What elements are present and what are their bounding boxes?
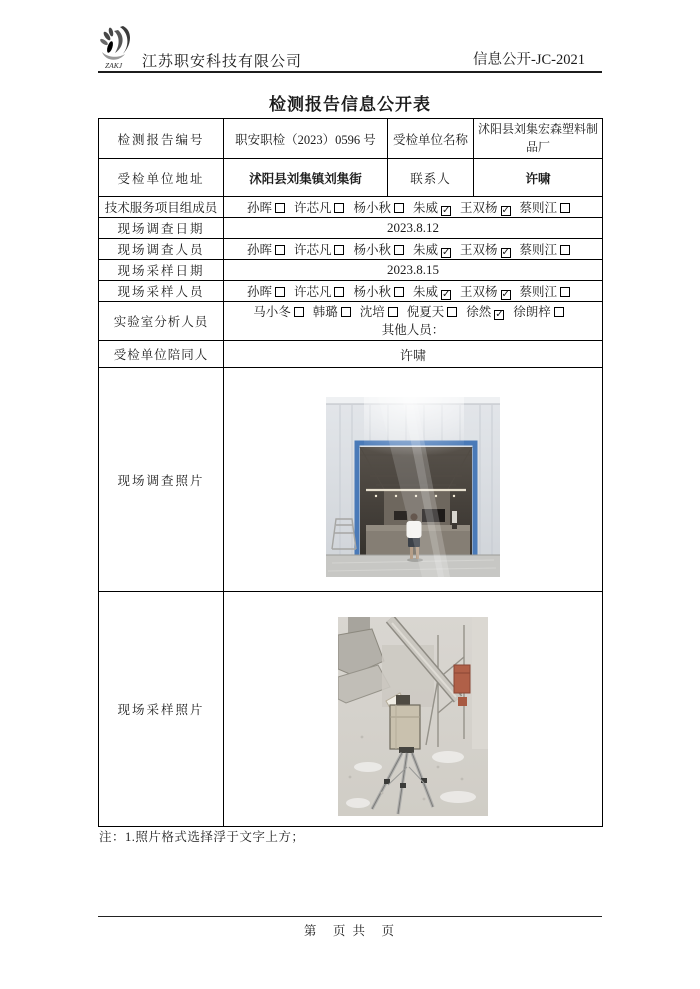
- checkbox-unchecked-icon: [394, 203, 404, 213]
- person-checkbox-item: [460, 282, 511, 300]
- unit-name-label: 受检单位名称: [388, 119, 474, 159]
- checkbox-unchecked-icon: [275, 203, 285, 213]
- table-row: [99, 159, 603, 197]
- survey-staff-members: [224, 239, 603, 260]
- person-checkbox-item: [353, 240, 404, 258]
- checkbox-unchecked-icon: [388, 307, 398, 317]
- checkbox-checked-icon: ✓: [495, 309, 504, 320]
- table-row: [99, 281, 603, 302]
- person-name: 许芯凡: [293, 243, 332, 257]
- logo-mark-icon: [98, 24, 140, 72]
- checkbox-unchecked-icon: [275, 287, 285, 297]
- person-checkbox-item: [253, 303, 304, 321]
- person-name: 许芯凡: [293, 285, 332, 299]
- checkbox-checked-icon: ✓: [442, 205, 451, 216]
- person-checkbox-item: [247, 282, 285, 300]
- checkbox-unchecked-icon: [334, 203, 344, 213]
- person-checkbox-item: [407, 303, 458, 321]
- table-row: [99, 368, 603, 592]
- checkbox-checked-icon: ✓: [442, 289, 451, 300]
- table-row: [99, 302, 603, 341]
- document-code: 信息公开-JC-2021: [473, 52, 585, 68]
- person-name: 倪夏天: [406, 305, 445, 319]
- checkbox-unchecked-icon: [554, 307, 564, 317]
- person-name: 徐朗梓: [513, 305, 551, 319]
- table-row: [99, 239, 603, 260]
- person-checkbox-item: [294, 282, 345, 300]
- unit-addr-label: 受检单位地址: [99, 159, 224, 197]
- sampling-photo: [338, 617, 488, 816]
- person-name: 朱威: [413, 243, 439, 257]
- lab-other-label: 其他人员：: [381, 323, 445, 337]
- survey-photo-label: 现场调查照片: [99, 368, 224, 592]
- table-row: [99, 260, 603, 281]
- contact-value: 许啸: [474, 159, 603, 197]
- lab-staff-label: 实验室分析人员: [99, 302, 224, 341]
- person-name: 杨小秋: [353, 243, 391, 257]
- person-checkbox-item: [294, 198, 345, 216]
- checkbox-checked-icon: ✓: [442, 247, 451, 258]
- checkbox-unchecked-icon: [560, 287, 570, 297]
- person-name: 杨小秋: [353, 285, 391, 299]
- survey-date-value: 2023.8.12: [224, 218, 603, 239]
- checkbox-checked-icon: ✓: [501, 205, 510, 216]
- person-checkbox-item: [247, 198, 285, 216]
- checkbox-unchecked-icon: [447, 307, 457, 317]
- team-label: 技术服务项目组成员: [99, 197, 224, 218]
- person-checkbox-item: [413, 198, 451, 216]
- person-name: 许芯凡: [293, 201, 332, 215]
- logo-text: ZAKJ: [105, 61, 123, 70]
- report-no-value: 职安职检（2023）0596 号: [224, 119, 388, 159]
- survey-staff-label: 现场调查人员: [99, 239, 224, 260]
- table-row: [99, 341, 603, 368]
- page-number-footer: 第 页 共 页: [303, 924, 397, 938]
- person-name: 蔡则江: [519, 243, 558, 257]
- checkbox-unchecked-icon: [560, 245, 570, 255]
- person-checkbox-item: [353, 282, 404, 300]
- person-name: 蔡则江: [519, 201, 558, 215]
- checkbox-unchecked-icon: [560, 203, 570, 213]
- person-name: 朱威: [413, 201, 439, 215]
- person-checkbox-item: [520, 240, 571, 258]
- footnote: 注：1.照片格式选择浮于文字上方；: [99, 830, 305, 844]
- sample-photo-cell: [224, 592, 603, 827]
- person-checkbox-item: [247, 240, 285, 258]
- company-name: 江苏职安科技有限公司: [142, 54, 303, 70]
- page-title: 检测报告信息公开表: [269, 95, 431, 114]
- unit-name-value: 沭阳县刘集宏森塑料制品厂: [474, 119, 603, 159]
- header-divider: [98, 71, 602, 73]
- person-name: 蔡则江: [519, 285, 558, 299]
- sample-date-value: 2023.8.15: [224, 260, 603, 281]
- escort-label: 受检单位陪同人: [99, 341, 224, 368]
- footer-divider: [98, 916, 602, 917]
- escort-value: 许啸: [224, 341, 603, 368]
- report-no-label: 检测报告编号: [99, 119, 224, 159]
- person-name: 孙晖: [246, 201, 272, 215]
- person-checkbox-item: [313, 303, 351, 321]
- sample-date-label: 现场采样日期: [99, 260, 224, 281]
- sample-staff-members: [224, 281, 603, 302]
- person-name: 徐然: [466, 305, 492, 319]
- person-name: 孙晖: [246, 243, 272, 257]
- person-checkbox-item: [294, 240, 345, 258]
- person-name: 王双杨: [460, 201, 498, 215]
- person-checkbox-item: [466, 303, 504, 321]
- person-name: 王双杨: [460, 285, 498, 299]
- person-name: 沈培: [359, 305, 385, 319]
- person-checkbox-item: [520, 198, 571, 216]
- checkbox-unchecked-icon: [394, 287, 404, 297]
- sample-photo-label: 现场采样照片: [99, 592, 224, 827]
- checkbox-unchecked-icon: [334, 245, 344, 255]
- person-name: 王双杨: [460, 243, 498, 257]
- table-row: [99, 197, 603, 218]
- table-row: [99, 592, 603, 827]
- table-row: [99, 218, 603, 239]
- checkbox-checked-icon: ✓: [501, 247, 510, 258]
- checkbox-unchecked-icon: [334, 287, 344, 297]
- person-checkbox-item: [520, 282, 571, 300]
- sample-staff-label: 现场采样人员: [99, 281, 224, 302]
- company-logo: [98, 24, 140, 72]
- lab-staff-cell: [224, 302, 603, 341]
- person-checkbox-item: [513, 303, 564, 321]
- person-name: 孙晖: [246, 285, 272, 299]
- person-checkbox-item: [460, 240, 511, 258]
- person-name: 朱威: [413, 285, 439, 299]
- person-checkbox-item: [460, 198, 511, 216]
- person-name: 杨小秋: [353, 201, 391, 215]
- survey-photo-cell: [224, 368, 603, 592]
- team-members: [224, 197, 603, 218]
- checkbox-unchecked-icon: [294, 307, 304, 317]
- person-checkbox-item: [353, 198, 404, 216]
- lab-staff-members: [228, 303, 598, 321]
- checkbox-checked-icon: ✓: [501, 289, 510, 300]
- report-info-table: [98, 118, 603, 827]
- contact-label: 联系人: [388, 159, 474, 197]
- survey-photo: [326, 397, 500, 577]
- checkbox-unchecked-icon: [394, 245, 404, 255]
- checkbox-unchecked-icon: [341, 307, 351, 317]
- person-checkbox-item: [360, 303, 398, 321]
- person-checkbox-item: [413, 240, 451, 258]
- unit-addr-value: 沭阳县刘集镇刘集街: [224, 159, 388, 197]
- checkbox-unchecked-icon: [275, 245, 285, 255]
- person-name: 马小冬: [253, 305, 291, 319]
- survey-date-label: 现场调查日期: [99, 218, 224, 239]
- person-name: 韩璐: [312, 305, 338, 319]
- table-row: [99, 119, 603, 159]
- person-checkbox-item: [413, 282, 451, 300]
